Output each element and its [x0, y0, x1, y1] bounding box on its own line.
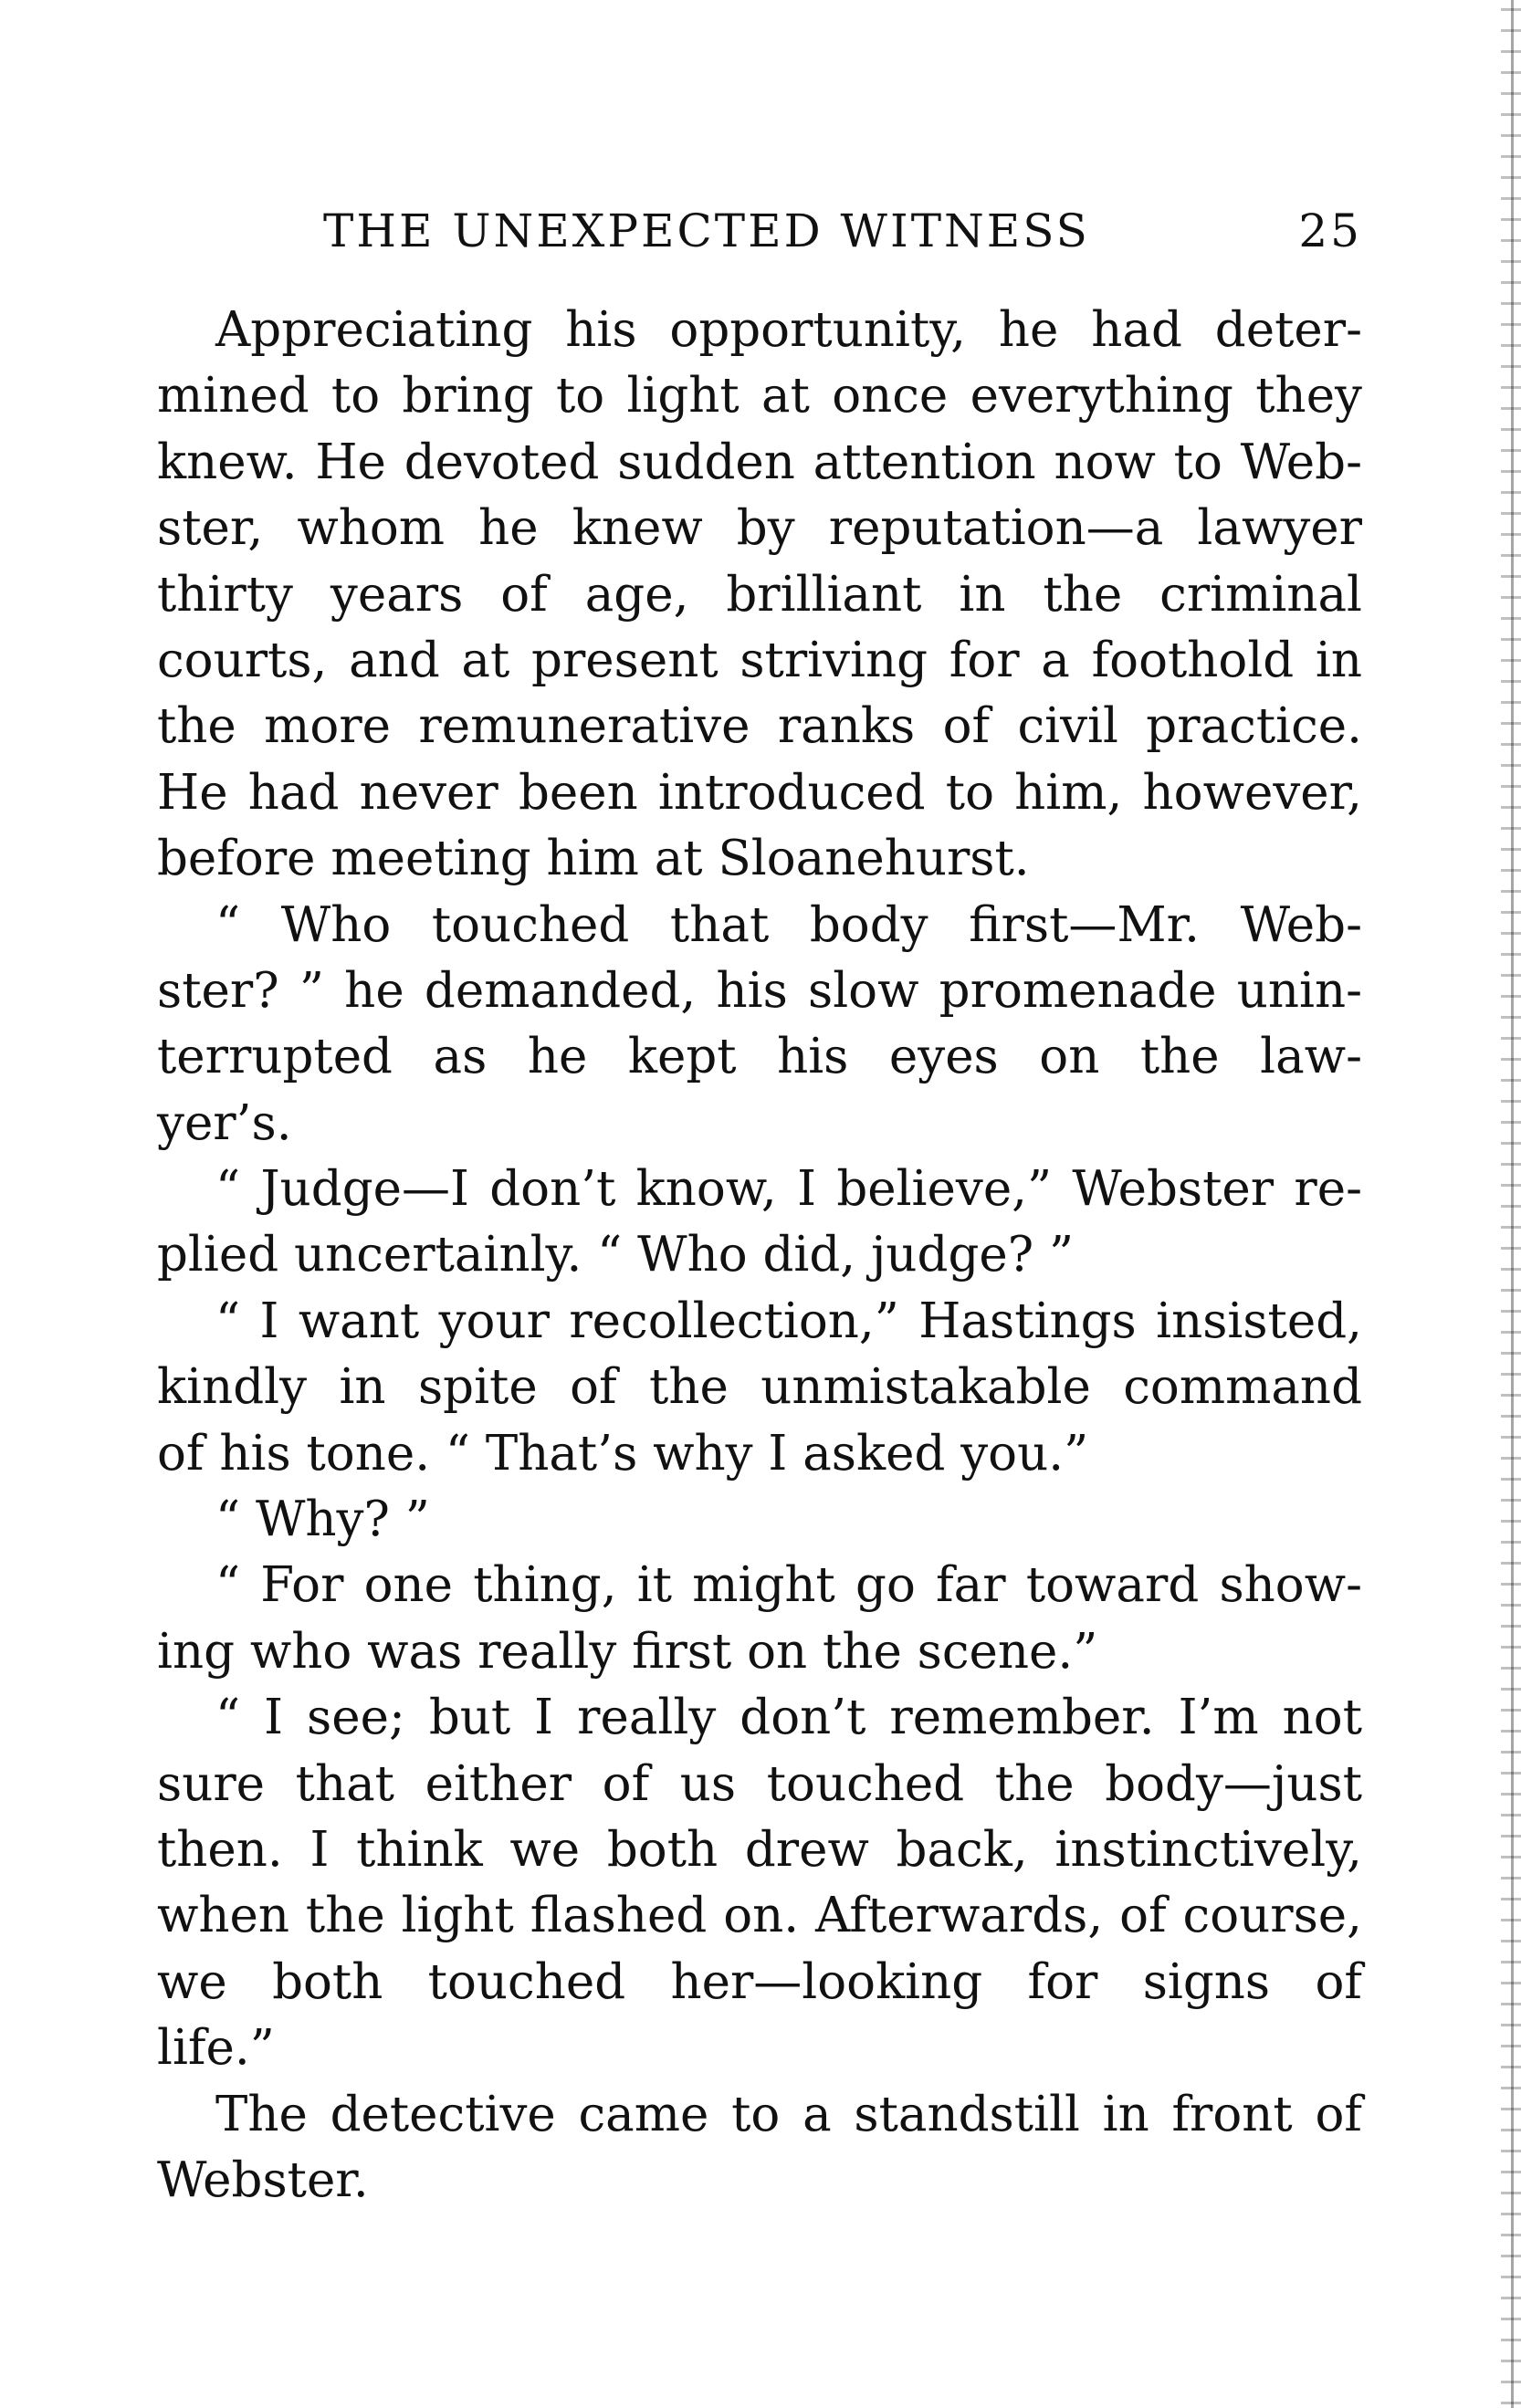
- text-line: then. I think we both drew back, instinctively,: [157, 1821, 1362, 1878]
- text-line: “ Why? ”: [215, 1492, 430, 1548]
- text-line: the more remunerative ranks of civil practice.: [157, 698, 1362, 755]
- text-line: “ I see; but I really don’t remember. I’m not: [215, 1690, 1362, 1746]
- text-line: ster? ” he demanded, his slow promenade unin-: [157, 962, 1362, 1019]
- text-line: thirty years of age, brilliant in the criminal: [157, 566, 1362, 623]
- text-line: courts, and at present striving for a foothold in: [157, 632, 1362, 688]
- text-line: mined to bring to light at once everything they: [157, 368, 1362, 424]
- running-title: THE UNEXPECTED WITNESS: [323, 204, 1090, 257]
- text-line: before meeting him at Sloanehurst.: [157, 831, 1030, 887]
- text-line: yer’s.: [157, 1094, 292, 1151]
- text-line: “ I want your recollection,” Hastings insisted,: [215, 1293, 1362, 1349]
- running-header: [157, 199, 1362, 263]
- text-line: ing who was really first on the scene.”: [157, 1623, 1098, 1680]
- text-line: “ For one thing, it might go far toward show-: [215, 1557, 1362, 1614]
- text-line: knew. He devoted sudden attention now to Web-: [157, 434, 1362, 490]
- text-line: sure that either of us touched the body—just: [157, 1755, 1362, 1812]
- scan-edge-line: [1511, 0, 1514, 2408]
- text-line: He had never been introduced to him, however,: [157, 764, 1362, 821]
- text-line: of his tone. “ That’s why I asked you.”: [157, 1425, 1089, 1481]
- text-line: life.”: [157, 2020, 275, 2077]
- text-line: when the light flashed on. Afterwards, of course,: [157, 1888, 1362, 1944]
- text-line: terrupted as he kept his eyes on the law-: [157, 1029, 1362, 1085]
- body-text: [157, 298, 1362, 2214]
- text-line: Appreciating his opportunity, he had deter-: [215, 302, 1362, 358]
- text-line: Webster.: [157, 2151, 369, 2208]
- page-number: 25: [1298, 204, 1362, 257]
- text-line: “ Who touched that body first—Mr. Web-: [215, 896, 1362, 953]
- text-line: kindly in spite of the unmistakable command: [157, 1359, 1362, 1416]
- text-line: plied uncertainly. “ Who did, judge? ”: [157, 1227, 1075, 1283]
- text-line: ster, whom he knew by reputation—a lawyer: [157, 500, 1362, 557]
- text-line: The detective came to a standstill in front of: [215, 2086, 1362, 2142]
- text-line: “ Judge—I don’t know, I believe,” Webster re-: [215, 1161, 1362, 1218]
- text-line: we both touched her—looking for signs of: [157, 1953, 1362, 2010]
